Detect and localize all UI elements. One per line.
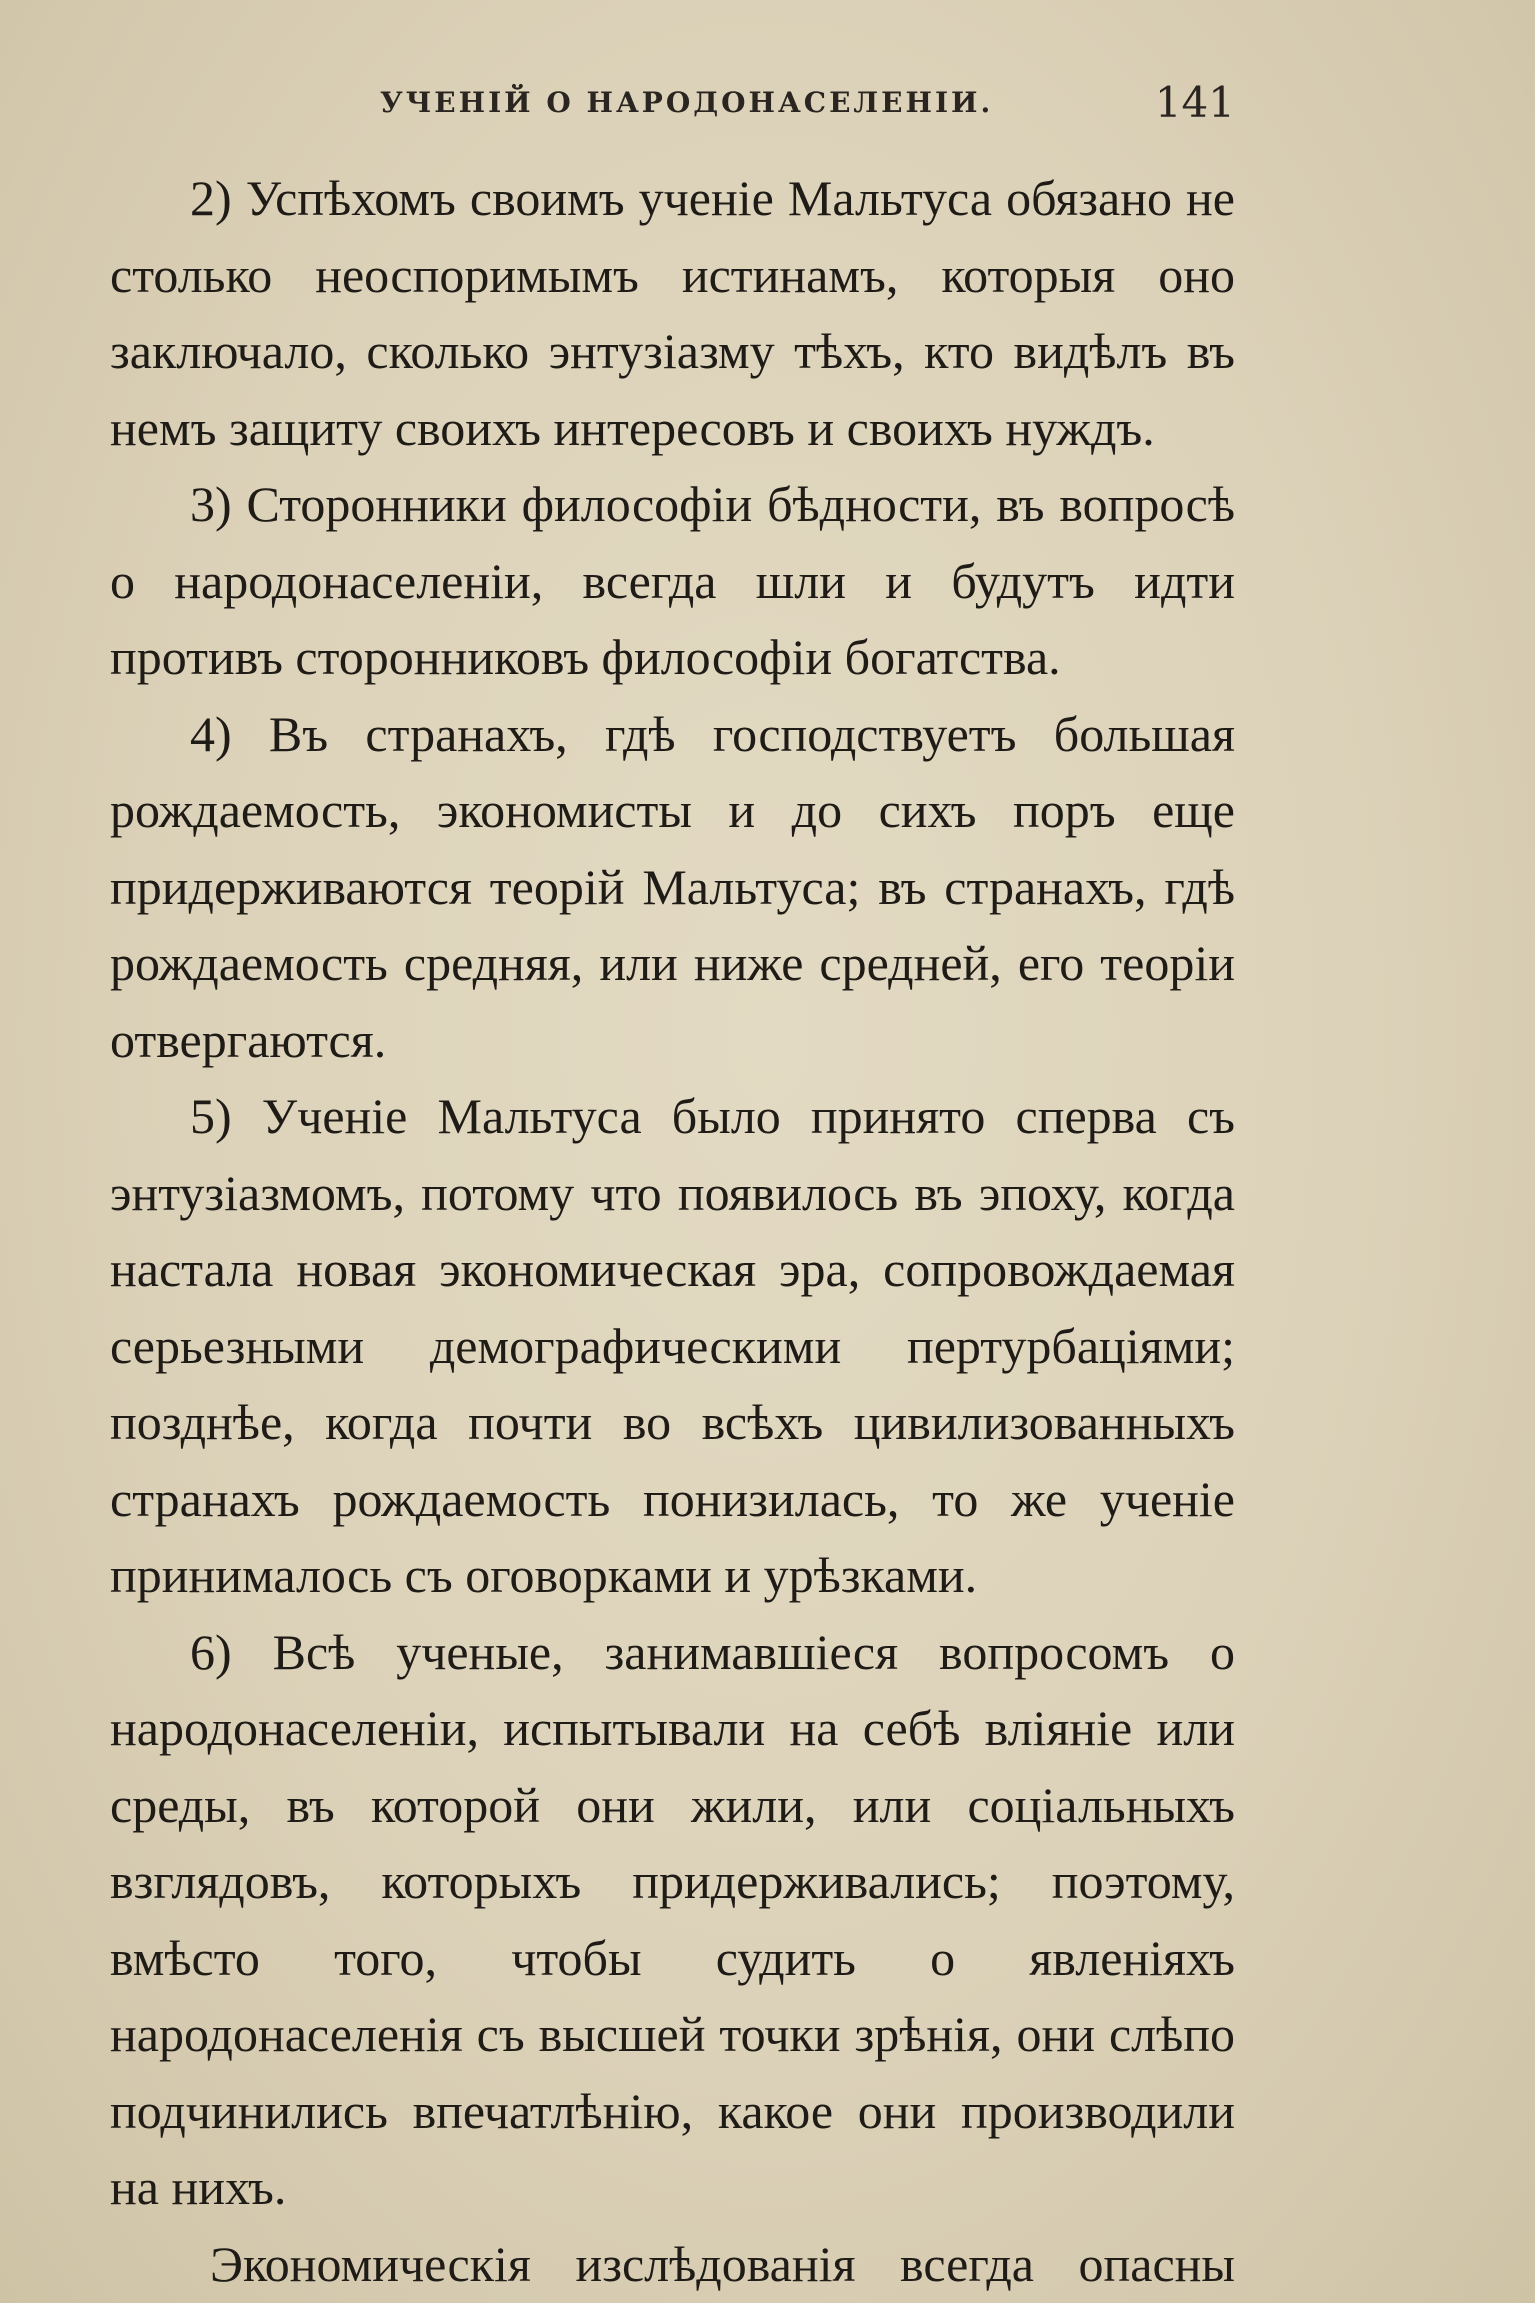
running-head: УЧЕНІЙ О НАРОДОНАСЕЛЕНІИ. bbox=[380, 86, 994, 119]
paragraph-continuation: Экономическія изслѣдованія всегда опасны bbox=[210, 2235, 1235, 2292]
paragraph-5: 5) Ученіе Мальтуса было принято сперва съ энтузіазмомъ, потому что появилось въ эпоху, когда настала новая экономическая эра, сопровождаемая серьезными демографическими пертурбаціями; позднѣе, когда почти во всѣхъ цивилизованныхъ странахъ рождаемость понизилась, то же ученіе принималось съ оговорками и урѣзками. bbox=[110, 1088, 1235, 1603]
paragraph-3: 3) Сторонники философіи бѣдности, въ вопросѣ о народонаселеніи, всегда шли и будутъ идти противъ сторонниковъ философіи богатства. bbox=[110, 476, 1235, 685]
page-header bbox=[110, 78, 1235, 134]
body-text bbox=[110, 160, 1235, 2302]
paragraph-2: 2) Успѣхомъ своимъ ученіе Мальтуса обязано не столько неоспоримымъ истинамъ, которыя оно заключало, сколько энтузіазму тѣхъ, кто видѣлъ въ немъ защиту своихъ интересовъ и своихъ нуждъ. bbox=[110, 170, 1235, 456]
paragraph-4: 4) Въ странахъ, гдѣ господствуетъ большая рождаемость, экономисты и до сихъ поръ еще придерживаются теорій Мальтуса; въ странахъ, гдѣ рождаемость средняя, или ниже средней, его теоріи отвергаются. bbox=[110, 705, 1235, 1068]
page-number: 141 bbox=[1154, 78, 1235, 127]
paragraph-6: 6) Всѣ ученые, занимавшіеся вопросомъ о народонаселеніи, испытывали на себѣ вліяніе или среды, въ которой они жили, или соціальныхъ взглядовъ, которыхъ придерживались; поэтому, вмѣсто того, чтобы судить о явленіяхъ народонаселенія съ высшей точки зрѣнія, они слѣпо подчинились впечатлѣнію, какое они производили на нихъ. bbox=[110, 1623, 1235, 2215]
